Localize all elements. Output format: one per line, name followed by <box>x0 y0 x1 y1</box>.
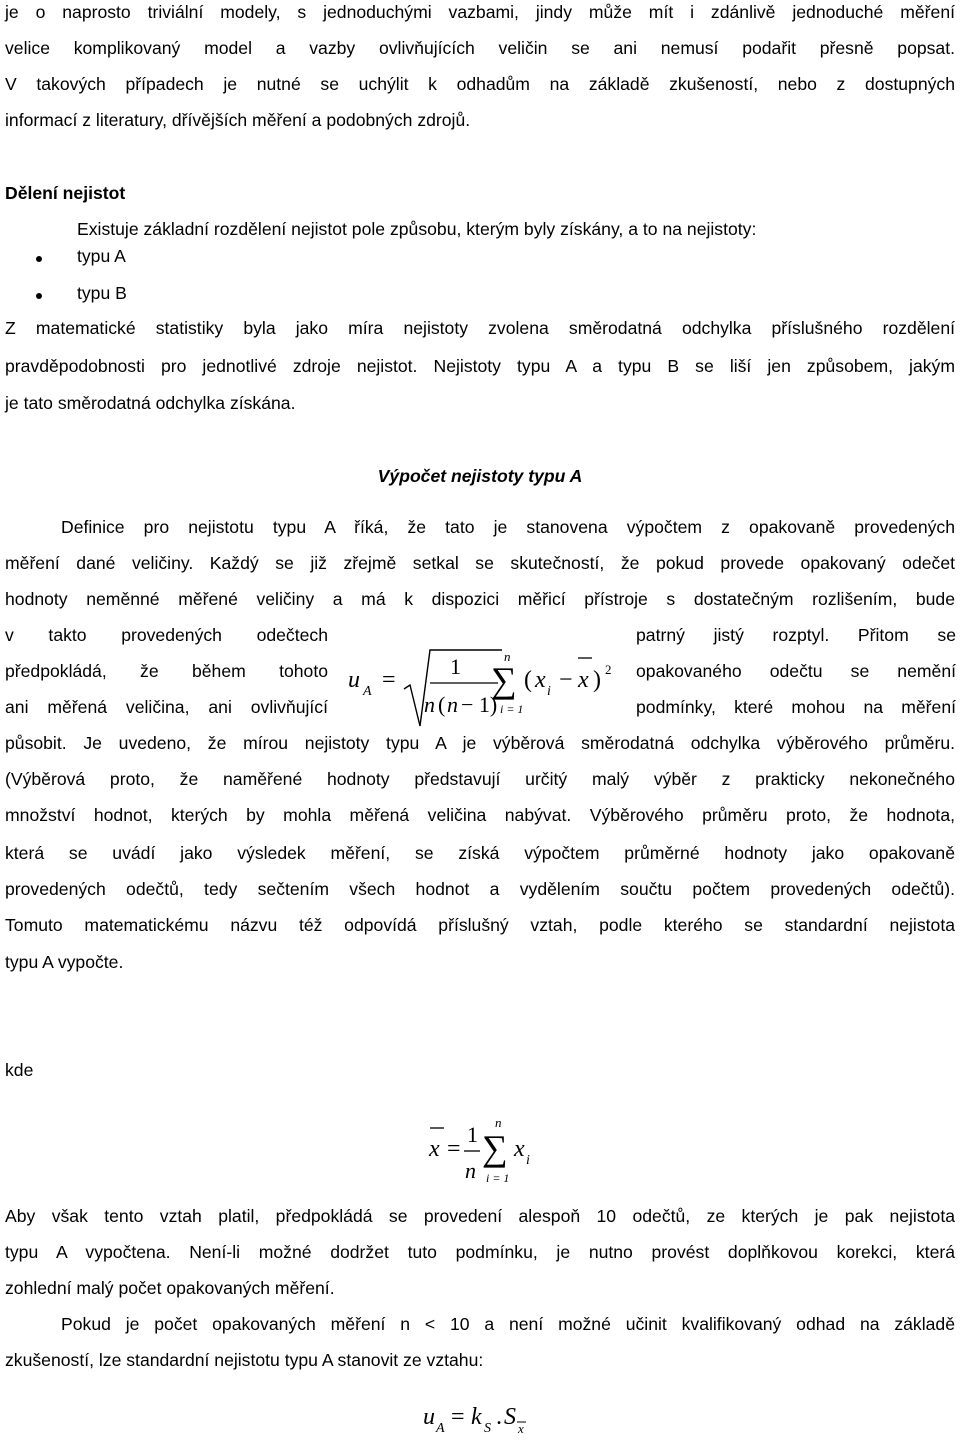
formula-uA-paren-close: ) <box>593 667 601 693</box>
formula-mean-eq: = <box>447 1136 461 1162</box>
formula-ks-subS: S <box>484 1421 491 1436</box>
division-para-line-1: Z matematické statistiky byla jako míra nejistoty zvolena směrodatná odchylka příslušného rozdělení <box>5 318 955 338</box>
formula-uA-eq: = <box>382 667 396 693</box>
intro-line-3: V takových případech je nutné se uchýlit k odhadům na základě zkušeností, nebo z dostupných <box>5 74 955 94</box>
formula-uA-one: 1 <box>450 654 461 679</box>
formula-uA-n2: n <box>447 692 458 717</box>
typeA-bottom-line-1: působit. Je uvedeno, že mírou nejistoty typu A je výběrová směrodatná odchylka výběrového průměru. <box>5 733 955 753</box>
formula-mean-xbar: x <box>429 1136 440 1162</box>
formula-uA-minus: − <box>559 667 573 693</box>
typeA-bottom-line-2: (Výběrová proto, že naměřené hodnoty představují určitý malý výběr z prakticky nekonečného <box>5 769 955 789</box>
formula-uA-subA: A <box>363 684 372 699</box>
formula-mean-sub-i: i <box>526 1153 530 1168</box>
typeA-bottom-line-6: Tomuto matematickému názvu též odpovídá příslušný vztah, podle kterého se standardní nejistota <box>5 915 955 935</box>
typeA-split-left-3: ani měřená veličina, ani ovlivňující <box>5 697 328 717</box>
sigma-icon: ∑ <box>482 1128 508 1168</box>
section-heading-typeA: Výpočet nejistoty typu A <box>377 466 583 486</box>
kde-label: kde <box>5 1060 34 1080</box>
formula-uA-u: u <box>348 667 360 693</box>
sigma-icon: ∑ <box>491 660 517 700</box>
formula-uA-sum-bottom: i = 1 <box>500 702 524 716</box>
formula-uA-sub-i: i <box>547 684 551 699</box>
bullet-item-typeB: typu B <box>77 283 127 303</box>
formula-mean-sum-top: n <box>495 1115 502 1130</box>
typeA-line-1: Definice pro nejistotu typu A říká, že tato je stanovena výpočtem z opakovaně provedených <box>61 517 955 537</box>
formula-uA-x: x <box>535 667 546 693</box>
typeA-line-3: hodnoty neměnné měřené veličiny a má k dispozici měřicí přístroje s dostatečným rozlišením, bude <box>5 589 955 609</box>
section-heading-division: Dělení nejistot <box>5 183 126 203</box>
formula-ks-S: S <box>504 1404 516 1430</box>
typeA-split-left-2: předpokládá, že během tohoto <box>5 661 328 681</box>
typeA-split-right-1: patrný jistý rozptyl. Přitom se <box>636 625 956 645</box>
formula-uA-paren-open: ( <box>438 692 446 717</box>
after-line-3: zohlední malý počet opakovaných měření. <box>5 1278 335 1298</box>
formula-ks <box>420 1396 560 1438</box>
formula-ks-subx: x <box>518 1421 524 1436</box>
formula-ks-k: k <box>471 1404 482 1430</box>
typeA-bottom-line-4: která se uvádí jako výsledek měření, se získá výpočtem průměrné hodnoty jako opakovaně <box>5 843 955 863</box>
after-line-1: Aby však tento vztah platil, předpokládá se provedení alespoň 10 odečtů, ze kterých je pak nejistota <box>5 1206 955 1226</box>
bullet-icon <box>36 256 42 262</box>
formula-ks-subA: A <box>436 1421 445 1436</box>
formula-uA-minus-one: − 1) <box>461 692 498 717</box>
typeA-bottom-line-7: typu A vypočte. <box>5 952 124 972</box>
formula-mean <box>420 1110 560 1190</box>
formula-mean-n: n <box>465 1158 476 1183</box>
formula-mean-x: x <box>514 1136 525 1162</box>
typeA-split-left-1: v takto provedených odečtech <box>5 625 328 645</box>
formula-mean-one: 1 <box>467 1122 478 1147</box>
intro-line-1: je o naprosto triviální modely, s jednoduchými vazbami, jindy může mít i zdánlivě jednoduché měření <box>5 2 955 22</box>
intro-line-2: velice komplikovaný model a vazby ovlivňujících veličin se ani nemusí podařit přesně popsat. <box>5 38 955 58</box>
formula-uA <box>340 640 630 730</box>
intro-line-4: informací z literatury, dřívějších měření a podobných zdrojů. <box>5 110 471 130</box>
pokud-line-2: zkušeností, lze standardní nejistotu typu A stanovit ze vztahu: <box>5 1350 484 1370</box>
pokud-line-1: Pokud je počet opakovaných měření n < 10 a není možné učinit kvalifikovaný odhad na základě <box>61 1314 955 1334</box>
formula-ks-dot: . <box>496 1404 502 1430</box>
formula-mean-sum-bottom: i = 1 <box>486 1171 510 1185</box>
formula-uA-n1: n <box>424 692 435 717</box>
formula-uA-xbar: x <box>578 667 589 693</box>
bullet-icon <box>36 293 42 299</box>
formula-ks-u: u <box>423 1404 435 1430</box>
division-intro-line: Existuje základní rozdělení nejistot pole způsobu, kterým byly získány, a to na nejistoty: <box>77 219 757 239</box>
typeA-split-right-2: opakovaného odečtu se nemění <box>636 661 956 681</box>
formula-uA-sq: 2 <box>605 662 612 677</box>
formula-uA-paren-open2: ( <box>524 667 532 693</box>
typeA-line-2: měření dané veličiny. Každý se již zřejmě setkal se skutečností, že pokud provede opakovaný odečet <box>5 553 955 573</box>
division-para-line-3: je tato směrodatná odchylka získána. <box>5 393 296 413</box>
formula-uA-sum-top: n <box>504 649 511 664</box>
typeA-split-right-3: podmínky, které mohou na měření <box>636 697 956 717</box>
after-line-2: typu A vypočtena. Není-li možné dodržet tuto podmínku, je nutno provést doplňkovou korekci, která <box>5 1242 955 1262</box>
typeA-bottom-line-3: množství hodnot, kterých by mohla měřená veličina nabývat. Výběrového průměru proto, že hodnota, <box>5 805 955 825</box>
division-para-line-2: pravděpodobnosti pro jednotlivé zdroje nejistot. Nejistoty typu A a typu B se liší jen způsobem, jakým <box>5 356 955 376</box>
typeA-bottom-line-5: provedených odečtů, tedy sečtením všech hodnot a vydělením součtu počtem provedených odečtů). <box>5 879 955 899</box>
formula-ks-eq: = <box>451 1404 465 1430</box>
bullet-item-typeA: typu A <box>77 246 126 266</box>
